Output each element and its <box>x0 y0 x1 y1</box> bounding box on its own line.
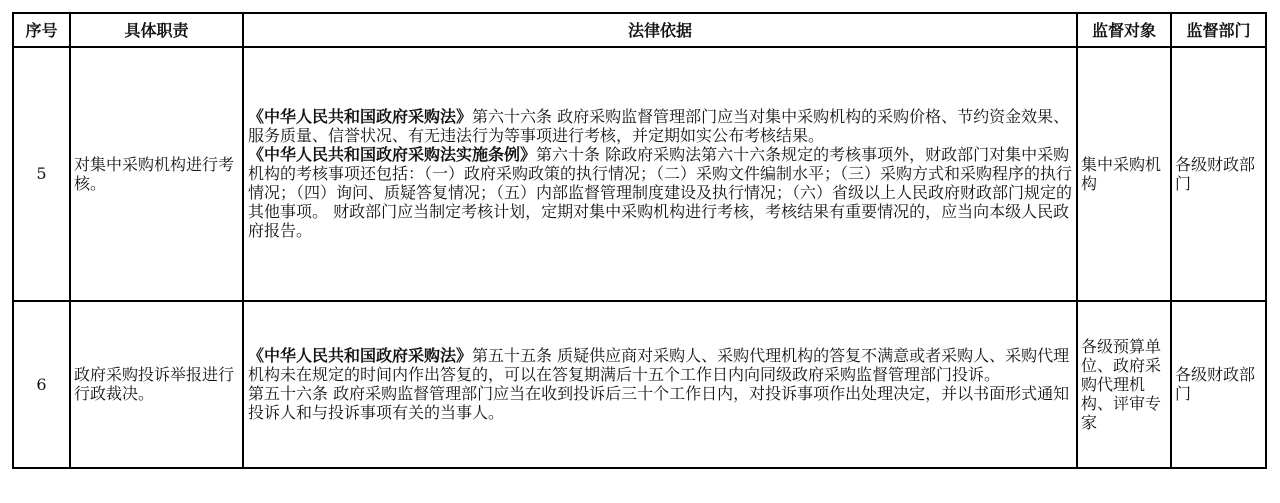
row-basis <box>243 301 1077 468</box>
basis-paragraph <box>248 346 1072 384</box>
row-dept: 各级财政部门 <box>1171 301 1266 468</box>
header-duty: 具体职责 <box>70 13 243 47</box>
law-text: 第五十五条 质疑供应商对采购人、采购代理机构的答复不满意或者采购人、采购代理机构未在规定的时间内作出答复的，可以在答复期满后十五个工作日内向同级政府采购监督管理部门投诉。 <box>248 346 1070 385</box>
row-basis <box>243 47 1077 301</box>
row-duty: 对集中采购机构进行考核。 <box>70 47 243 301</box>
law-text: 第五十六条 政府采购监督管理部门应当在收到投诉后三十个工作日内，对投诉事项作出处理决定，并以书面形式通知投诉人和与投诉事项有关的当事人。 <box>248 384 1070 423</box>
law-title: 《中华人民共和国政府采购法实施条例》 <box>248 145 537 165</box>
law-title: 《中华人民共和国政府采购法》 <box>248 346 473 366</box>
table-row <box>13 47 1266 301</box>
table-row <box>13 301 1266 468</box>
header-row <box>13 13 1266 47</box>
row-dept: 各级财政部门 <box>1171 47 1266 301</box>
row-duty: 政府采购投诉举报进行行政裁决。 <box>70 301 243 468</box>
header-dept: 监督部门 <box>1171 13 1266 47</box>
header-no: 序号 <box>13 13 70 47</box>
duty-table <box>12 12 1267 469</box>
basis-paragraph <box>248 107 1072 145</box>
row-object: 各级预算单位、政府采购代理机构、评审专家 <box>1077 301 1171 468</box>
row-no: 6 <box>13 301 70 468</box>
header-basis: 法律依据 <box>243 13 1077 47</box>
law-text: 第六十六条 政府采购监督管理部门应当对集中采购机构的采购价格、节约资金效果、服务质量、信誉状况、有无违法行为等事项进行考核，并定期如实公布考核结果。 <box>248 107 1070 146</box>
basis-paragraph <box>248 384 1072 422</box>
law-title: 《中华人民共和国政府采购法》 <box>248 107 473 127</box>
header-object: 监督对象 <box>1077 13 1171 47</box>
law-text: 第六十条 除政府采购法第六十六条规定的考核事项外，财政部门对集中采购机构的考核事项还包括：（一）政府采购政策的执行情况；（二）采购文件编制水平；（三）采购方式和采购程序的执行情况；（四）询问、质疑答复情况；（五）内部监督管理制度建设及执行情况；（六）省级以上人民政府财政部门规定的其他事项。 财政部门应当制定考核计划，定期对集中采购机构进行考核，考核结果有重要情况的，应当向本级人民政府报告。 <box>248 145 1073 241</box>
row-no: 5 <box>13 47 70 301</box>
row-object: 集中采购机构 <box>1077 47 1171 301</box>
basis-paragraph <box>248 145 1072 240</box>
